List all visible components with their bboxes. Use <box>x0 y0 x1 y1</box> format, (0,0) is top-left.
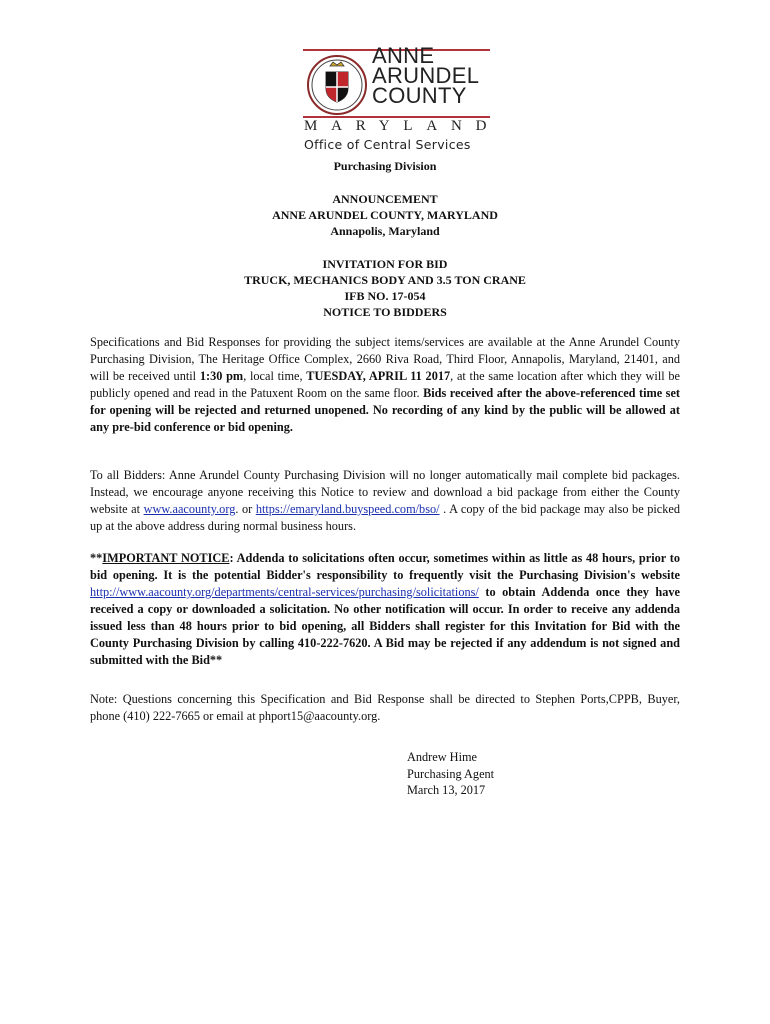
signature-date: March 13, 2017 <box>407 783 486 797</box>
ifb-number: IFB NO. 17-054 <box>344 289 426 303</box>
division-heading: Purchasing Division <box>333 159 437 173</box>
invitation-heading: INVITATION FOR BID <box>322 257 448 271</box>
county-seal-icon <box>306 54 368 116</box>
important-notice-label: IMPORTANT NOTICE <box>102 551 230 565</box>
notice-heading: NOTICE TO BIDDERS <box>323 305 447 319</box>
logo-office: Office of Central Services <box>304 137 471 152</box>
buyspeed-link[interactable]: https://emaryland.buyspeed.com/bso/ <box>255 502 440 516</box>
specifications-paragraph: Specifications and Bid Responses for providing the subject items/services are available at the Anne Arundel County Purchasing Division, The Heritage Office Complex, 2660 Riva Road, Third Floor, Annapolis, Maryland, 21401, and will be received until 1:30 pm, local time, TUESDAY, APRIL 11 2017, at the same location after which they will be publicly opened and read in the Patuxent Room on the same floor. Bids received after the above-referenced time set for opening will be rejected and returned unopened. No recording of any kind by the public will be allowed at any pre-bid conference or bid opening. <box>90 335 681 434</box>
signer-title: Purchasing Agent <box>407 766 495 781</box>
city-heading: Annapolis, Maryland <box>330 224 440 238</box>
county-website-link[interactable]: www.aacounty.org <box>143 502 236 516</box>
signer-name: Andrew Hime <box>407 750 478 764</box>
questions-note: Note: Questions concerning this Specification and Bid Response shall be directed to Stephen Ports,CPPB, Buyer, phone (410) 222-7665 or email at phport15@aacounty.org. <box>90 692 680 723</box>
late-bids-warning: Bids received after the above-referenced time set for opening will be rejected and returned unopened. No recording of any kind by the public will be allowed at any pre-bid conference or bid opening. <box>90 386 681 434</box>
logo-name-line-2: ARUNDEL <box>372 63 480 88</box>
logo-name <box>372 43 480 108</box>
subject-heading: TRUCK, MECHANICS BODY AND 3.5 TON CRANE <box>244 273 526 287</box>
county-logo <box>300 43 501 156</box>
important-notice-paragraph: **IMPORTANT NOTICE: Addenda to solicitations often occur, sometimes within as little as 48 hours, prior to bid opening. It is the potential Bidder's responsibility to frequently visit the Purchasing Division's website http://www.aacounty.org/departments/central-services/purchasing/solicitations/ to obtain Addenda once they have received a copy or downloaded a solicitation. No other notification will occur. In order to receive any addenda issued less than 48 hours prior to bid opening, all Bidders shall register for this Invitation for Bid with the County Purchasing Division by calling 410-222-7620. A Bid may be rejected if any addendum is not signed and submitted with the Bid** <box>90 551 680 667</box>
announcement-heading: ANNOUNCEMENT <box>332 192 438 206</box>
logo-state: MARYLAND <box>304 118 501 134</box>
county-heading: ANNE ARUNDEL COUNTY, MARYLAND <box>272 208 498 222</box>
logo-name-line-3: COUNTY <box>372 83 467 108</box>
solicitations-link[interactable]: http://www.aacounty.org/departments/central-services/purchasing/solicitations/ <box>90 585 479 599</box>
deadline-time: 1:30 pm <box>199 369 244 383</box>
logo-name-line-1: ANNE <box>372 43 435 68</box>
bidders-paragraph: To all Bidders: Anne Arundel County Purchasing Division will no longer automatically mail complete bid packages. Instead, we encourage anyone receiving this Notice to review and download a bid package from either the County website at www.aacounty.org. or https://emaryland.buyspeed.com/bso/ . A copy of the bid package may also be picked up at the above address during normal business hours. <box>90 468 680 533</box>
deadline-date: TUESDAY, APRIL 11 2017 <box>306 369 451 383</box>
signature-block <box>407 749 494 799</box>
